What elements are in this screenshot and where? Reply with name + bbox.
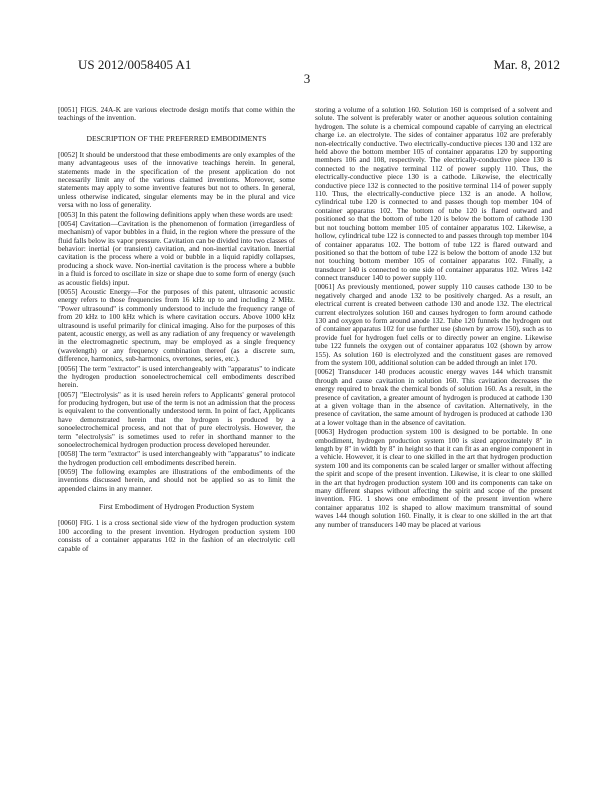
paragraph: [0056] The term "extractor" is used interchangeably with "apparatus" to indicate the hydrogen production sonoelectrochemical cell embodiments described herein. <box>58 363 295 390</box>
paragraph: [0059] The following examples are illustrations of the embodiments of the inventions discussed herein, and should not be applied so as to limit the appended claims in any manner. <box>58 467 295 493</box>
paragraph: [0051] FIGS. 24A-K are various electrode design motifs that come within the teachings of the invention. <box>58 106 295 123</box>
paragraph: [0053] In this patent the following definitions apply when these words are used: <box>58 209 293 219</box>
paragraph: storing a volume of a solution 160. Solution 160 is comprised of a solvent and solute. The solvent is preferably water or another aqueous solution containing hydrogen. The solute is a chemical compound capable of carrying an electrical charge i.e. an electrolyte. The sides of container apparatus 102 are preferably non-electrically conductive. Two electrically-conductive pieces 130 and 132 are held above the bottom member 105 of container apparatus 120 by supporting members 106 and 108, respectively. The electrically-conductive piece 130 is connected to the negative terminal 112 of power supply 110. Thus, the electrically-conductive piece 130 is a cathode. Likewise, the electrically conductive piece 132 is connected to the positive terminal 114 of power supply 110. Thus, the electrically-conductive piece 132 is an anode. A hollow, cylindrical tube 120 is connected to and passes though top member 104 of container apparatus 102. The bottom of tube 120 is flared outward and positioned so that the bottom of tube 120 is below the bottom of cathode 130 but not touching bottom member 105 of container apparatus 102. Likewise, a hollow, cylindrical tube 122 is connected to and passes through top member 104 of container apparatus 102. The bottom of tube 122 is flared outward and positioned so that the bottom of tube 122 is below the bottom of anode 132 but not touching bottom member 105 of container apparatus 102. Finally, a transducer 140 is connected to one side of container apparatus 102. Wires 142 connect transducer 140 to power supply 110. <box>315 106 552 283</box>
section-heading: First Embodiment of Hydrogen Production System <box>98 502 255 512</box>
section-heading: DESCRIPTION OF THE PREFERRED EMBODIMENTS <box>86 133 267 143</box>
paragraph: [0062] Transducer 140 produces acoustic energy waves 144 which transmit through and cause cavitation in solution 160. This cavitation decreases the energy required to break the chemical bonds of solution 160. As a result, in the presence of cavitation, a greater amount of hydrogen is produced at cathode 130 at a given voltage than in the absence of cavitation. Alternatively, in the presence of cavitation, the same amount of hydrogen is produced at cathode 130 at a lower voltage than in the absence of cavitation. <box>315 367 552 427</box>
paragraph: [0054] Cavitation—Cavitation is the phenomenon of formation (irregardless of mechanism) of vapor bubbles in a fluid, in the region where the pressure of the fluid falls below its vapor pressure. Cavitation can be divided into two classes of behavior: inertial (or transient) cavitation, and non-inertial cavitation. Inertial cavitation is the process where a void or bubble in a liquid rapidly collapses, producing a shock wave. Non-inertial cavitation is the process where a bubble in a fluid is forced to oscillate in size or shape due to some form of energy (such as acoustic fields) input. <box>58 218 295 287</box>
paragraph: [0063] Hydrogen production system 100 is designed to be portable. In one embodiment, hydrogen production system 100 is sized approximately 8" in length by 8" in width by 8" in height so that it can fit as an engine component in a vehicle. However, it is clear to one skilled in the art that hydrogen production system 100 and its components can be scaled larger or smaller without affecting the spirit and scope of the present invention. Likewise, it is clear to one skilled in the art that hydrogen production system 100 and its components can take on many different shapes without affecting the spirit and scope of the present invention. FIG. 1 shows one embodiment of the present invention where container apparatus 102 is shaped to allow maximum transmittal of sound waves 144 though solution 160. Finally, it is clear to one skilled in the art that any number of transducers 140 may be placed at various <box>315 427 552 529</box>
right-column <box>315 106 552 786</box>
page-number: 3 <box>303 71 311 86</box>
publication-number: US 2012/0058405 A1 <box>78 57 192 72</box>
paragraph: [0055] Acoustic Energy—For the purposes of this patent, ultrasonic acoustic energy refers to those frequencies from 16 kHz up to and including 2 MHz. "Power ultrasound" is commonly understood to include the frequency range of from 20 kHz to 100 kHz which is where cavitation occurs. Above 1000 kHz ultrasound is useful primarily for clinical imaging. Also for the purposes of this patent, acoustic energy, as well as any radiation of any frequency or wavelength in the electromagnetic spectrum, may be employed as a single frequency (wavelength) or any frequency combination thereof (as a discrete sum, difference, harmonics, sub-harmonics, overtones, series, etc.). <box>58 286 295 364</box>
paragraph: [0060] FIG. 1 is a cross sectional side view of the hydrogen production system 100 according to the present invention. Hydrogen production system 100 consists of a container apparatus 102 in the fashion of an electrolytic cell capable of <box>58 518 295 553</box>
left-column <box>58 106 295 768</box>
paragraph: [0052] It should be understood that these embodiments are only examples of the many advantageous uses of the innovative teachings herein. In general, statements made in the specification of the present application do not necessarily limit any of the various claimed inventions. Moreover, some statements may apply to some inventive features but not to others. In general, unless otherwise indicated, singular elements may be in the plural and vice versa with no loss of generality. <box>58 149 295 210</box>
paragraph: [0058] The term "extractor" is used interchangeably with "apparatus" to indicate the hydrogen production cell embodiments described herein. <box>58 449 295 467</box>
paragraph: [0061] As previously mentioned, power supply 110 causes cathode 130 to be negatively charged and anode 132 to be positively charged. As a result, an electrical current is created between cathode 130 and anode 132. The electrical current electrolyzes solution 160 and causes hydrogen to form around cathode 130 and oxygen to form around anode 132. Tube 120 funnels the hydrogen out of container apparatus 102 for use further use (shown by arrow 150), such as to provide fuel for hydrogen fuel cells or to directly power an engine. Likewise tube 122 funnels the oxygen out of container apparatus 102 (shown by arrow 155). As solution 160 is electrolyzed and the constituent gases are removed from the system 100, additional solution can be added through an inlet 170. <box>315 282 552 368</box>
paragraph: [0057] "Electrolysis" as it is used herein refers to Applicants' general protocol for producing hydrogen, but use of the term is not an admission that the process is equivalent to the conventionally understood term. In point of fact, Applicants have demonstrated herein that the hydrogen is produced by a sonoelectrochemical process, and not that of pure electrolysis. However, the term "electrolysis" is sometimes used to refer in shorthand manner to the sonoelectrochemical hydrogen production process developed hereunder. <box>58 389 295 450</box>
publication-date: Mar. 8, 2012 <box>493 57 560 72</box>
